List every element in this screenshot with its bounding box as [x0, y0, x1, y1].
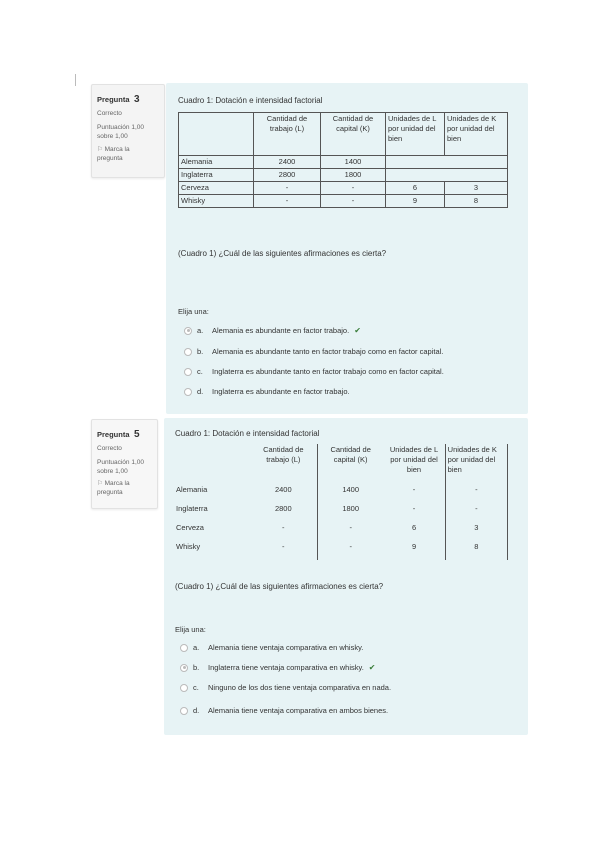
answer-letter: d.: [193, 706, 200, 715]
answer-text: Alemania tiene ventaja comparativa en whisky.: [208, 643, 364, 652]
answer-letter: b.: [193, 663, 200, 672]
table-cell: 6: [386, 182, 445, 195]
flag-label-line2: pregunta: [97, 155, 123, 162]
table-header-cell: Unidades de K por unidad del bien: [445, 113, 508, 156]
table-cell: 2400: [254, 156, 321, 169]
table-row: [174, 522, 508, 541]
table-cell: 1800: [321, 169, 386, 182]
table-cell: 9: [386, 195, 445, 208]
question-grade-line1: Puntuación 1,00: [97, 124, 144, 131]
table-caption: Cuadro 1: Dotación e intensidad factorial: [178, 96, 323, 105]
question-label: Pregunta: [97, 95, 130, 104]
table-cell: -: [349, 542, 352, 551]
table-header-cell: Cantidad de trabajo (L): [250, 444, 318, 484]
table-cell: 1800: [342, 504, 360, 513]
answer-option-b[interactable]: [184, 347, 443, 356]
table-cell: 2400: [250, 484, 318, 503]
table-cell: Alemania: [179, 156, 254, 169]
radio[interactable]: [184, 348, 192, 356]
table-cell: Inglaterra: [176, 504, 208, 513]
question-grade-line1: Puntuación 1,00: [97, 459, 144, 466]
answer-prompt: Elija una:: [175, 625, 206, 634]
table-cell: Cerveza: [179, 182, 254, 195]
answer-text: Inglaterra es abundante en factor trabajo.: [212, 387, 350, 396]
table-cell: 3: [445, 522, 507, 541]
answer-letter: c.: [197, 367, 203, 376]
question-grade-line2: sobre 1,00: [97, 468, 128, 475]
question-number: 3: [133, 94, 140, 105]
table-header-cell: [179, 113, 254, 156]
table-row: [179, 156, 508, 169]
table-header-cell: Cantidad de capital (K): [330, 445, 371, 464]
table-header-cell: Cantidad de capital (K): [321, 113, 386, 156]
answer-letter: d.: [197, 387, 204, 396]
radio-selected[interactable]: [184, 327, 192, 335]
question-number: 5: [133, 429, 140, 440]
flag-question-link[interactable]: [97, 145, 159, 154]
answer-text: Alemania es abundante tanto en factor trabajo como en factor capital.: [212, 347, 444, 356]
radio[interactable]: [180, 644, 188, 652]
answer-option-d[interactable]: [180, 706, 388, 715]
table-cell: 2800: [254, 169, 321, 182]
table-header-row: [179, 113, 508, 156]
margin-mark: [75, 74, 76, 86]
correct-check-icon: ✔: [354, 326, 361, 335]
flag-label-line1: Marca la: [104, 480, 130, 487]
table-cell: -: [250, 522, 318, 541]
answer-option-a[interactable]: [184, 326, 361, 335]
table-row: [174, 484, 508, 503]
table-cell: -: [383, 484, 445, 503]
table-header-cell: Unidades de L por unidad del bien: [386, 113, 445, 156]
radio[interactable]: [180, 707, 188, 715]
table-cell: 6: [383, 522, 445, 541]
table-header-row: [174, 444, 508, 484]
table-cell: -: [321, 195, 386, 208]
flag-label-line2: pregunta: [97, 489, 123, 496]
table-cell: 1400: [342, 485, 360, 494]
question-label: Pregunta: [97, 430, 130, 439]
answer-option-a[interactable]: [180, 643, 363, 652]
flag-question-link[interactable]: [97, 479, 152, 488]
answer-option-d[interactable]: [184, 387, 350, 396]
table-cell: -: [254, 195, 321, 208]
question-3-title: [97, 89, 159, 107]
table-cell: [386, 156, 508, 169]
answer-letter: a.: [197, 326, 204, 335]
table-caption: Cuadro 1: Dotación e intensidad factorial: [175, 429, 320, 438]
table-cell: 9: [383, 541, 445, 560]
table-cell: Inglaterra: [179, 169, 254, 182]
table-cell: Cerveza: [176, 523, 204, 532]
question-3-info: [91, 84, 165, 178]
question-grade-line2: sobre 1,00: [97, 133, 128, 140]
table-cell: 3: [445, 182, 508, 195]
radio[interactable]: [184, 388, 192, 396]
table-cell: 8: [445, 195, 508, 208]
table-row: [179, 195, 508, 208]
table-cell: 2800: [250, 503, 318, 522]
table-cell: Whisky: [176, 542, 201, 551]
table-cell: -: [445, 503, 507, 522]
table-row: [174, 503, 508, 522]
table-cell: -: [250, 541, 318, 560]
table-cell: -: [349, 523, 352, 532]
flag-icon: ⚐: [97, 146, 103, 153]
table-header-cell: Unidades de L por unidad del bien: [383, 444, 445, 484]
answer-text: Ninguno de los dos tiene ventaja comparativa en nada.: [208, 683, 392, 692]
answer-letter: a.: [193, 643, 200, 652]
factor-table: [178, 112, 508, 208]
factor-table: [174, 444, 508, 560]
answer-text: Alemania tiene ventaja comparativa en ambos bienes.: [208, 706, 389, 715]
table-row: [179, 169, 508, 182]
answer-option-c[interactable]: [180, 683, 391, 692]
answer-letter: b.: [197, 347, 204, 356]
flag-label-line1: Marca la: [104, 146, 130, 153]
table-header-cell: Unidades de K por unidad del bien: [445, 444, 507, 484]
table-cell: Alemania: [176, 485, 208, 494]
answer-option-b[interactable]: [180, 663, 375, 672]
radio-selected[interactable]: [180, 664, 188, 672]
answer-text: Inglaterra tiene ventaja comparativa en whisky.: [208, 663, 364, 672]
question-state: Correcto: [97, 445, 122, 452]
table-header-cell: [174, 444, 250, 484]
table-cell: -: [445, 484, 507, 503]
correct-check-icon: ✔: [368, 663, 376, 672]
table-cell: Whisky: [179, 195, 254, 208]
answer-text: Alemania es abundante en factor trabajo.: [212, 326, 350, 335]
table-cell: -: [321, 182, 386, 195]
table-cell: 8: [445, 541, 507, 560]
flag-icon: ⚐: [97, 480, 103, 487]
question-state: Correcto: [97, 110, 122, 117]
radio[interactable]: [184, 368, 192, 376]
table-cell: -: [254, 182, 321, 195]
table-row: [179, 182, 508, 195]
table-cell: [386, 169, 508, 182]
table-header-cell: Cantidad de trabajo (L): [254, 113, 321, 156]
question-5-title: [97, 424, 152, 442]
question-text: (Cuadro 1) ¿Cuál de las siguientes afirmaciones es cierta?: [178, 249, 387, 258]
question-text: (Cuadro 1) ¿Cuál de las siguientes afirmaciones es cierta?: [175, 582, 384, 591]
answer-prompt: Elija una:: [178, 307, 209, 316]
table-cell: -: [383, 503, 445, 522]
answer-text: Inglaterra es abundante tanto en factor trabajo como en factor capital.: [212, 367, 444, 376]
table-cell: 1400: [321, 156, 386, 169]
radio[interactable]: [180, 684, 188, 692]
answer-option-c[interactable]: [184, 367, 444, 376]
answer-letter: c.: [193, 683, 199, 692]
table-row: [174, 541, 508, 560]
question-5-info: [91, 419, 158, 509]
